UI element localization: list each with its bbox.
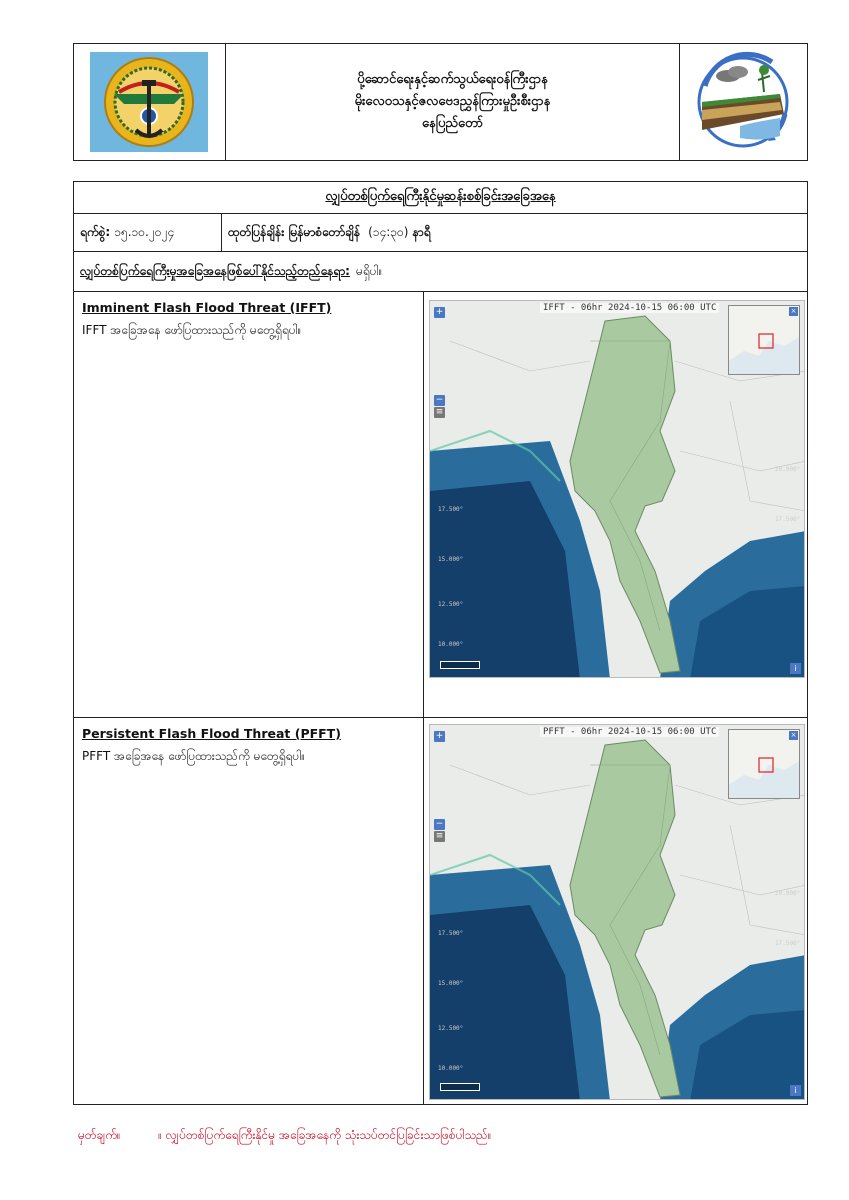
ifft-description: IFFT အခြေအနေ ဖော်ပြထားသည်ကို မတွေ့ရှိရပါ။ xyxy=(82,323,302,337)
right-logo-cell xyxy=(679,44,807,160)
scale-bar xyxy=(440,1083,480,1091)
pfft-map-title: PFFT - 06hr 2024-10-15 06:00 UTC xyxy=(540,727,719,737)
zoom-out-button[interactable]: − xyxy=(435,395,444,405)
pfft-description: PFFT အခြေအနေ ဖော်ပြထားသည်ကို မတွေ့ရှိရပါ။ xyxy=(82,749,305,763)
pfft-text-cell xyxy=(74,718,424,1104)
overview-map-icon xyxy=(729,306,800,375)
svg-text:15.000°: 15.000° xyxy=(438,980,464,987)
date-value: ၁၅.၁၀.၂၀၂၄ xyxy=(114,224,175,239)
pfft-map-cell xyxy=(424,718,807,1104)
pfft-map[interactable] xyxy=(429,724,805,1100)
layers-button[interactable]: ≡ xyxy=(435,831,444,841)
svg-text:17.500°: 17.500° xyxy=(775,516,801,523)
info-button[interactable]: i xyxy=(790,1085,801,1096)
ifft-overview-inset[interactable] xyxy=(728,305,800,375)
svg-text:12.500°: 12.500° xyxy=(438,601,464,608)
inset-close-button[interactable]: × xyxy=(790,731,797,739)
date-row xyxy=(74,214,807,252)
ifft-map-cell xyxy=(424,292,807,718)
threat-locations-row xyxy=(74,252,807,292)
threat-locations-value: မရှိပါ။ xyxy=(355,263,383,278)
ministry-emblem-icon xyxy=(74,44,224,160)
inset-close-button[interactable]: × xyxy=(790,307,797,315)
bulletin-title: လျှပ်တစ်ပြက်ရေကြီးနိုင်မှုဆန်းစစ်ခြင်းအခြေအနေ xyxy=(74,182,807,214)
footer-label: မှတ်ချက်။ xyxy=(78,1128,121,1142)
ministry-name: ပို့ဆောင်ရေးနှင့်ဆက်သွယ်ရေးဝန်ကြီးဌာန xyxy=(357,72,548,87)
pfft-overview-inset[interactable] xyxy=(728,729,800,799)
date-cell xyxy=(74,214,222,251)
issue-time: (၁၄:၃၀) xyxy=(368,224,409,239)
svg-text:20.000°: 20.000° xyxy=(775,466,801,473)
ifft-text-cell xyxy=(74,292,424,718)
threat-locations-label: လျှပ်တစ်ပြက်ရေကြီးမှုအခြေအနေဖြစ်ပေါ်နိုင်သည့်တည်နေရာ: xyxy=(80,263,350,278)
overview-map-icon xyxy=(729,730,800,799)
left-logo-cell xyxy=(74,44,226,160)
footer-text: ။ လျှပ်တစ်ပြက်ရေကြီးနိုင်မှု အခြေအနေကို သုံးသပ်တင်ပြခြင်းသာဖြစ်ပါသည်။ xyxy=(158,1128,492,1142)
letterhead-title xyxy=(226,44,679,160)
issue-suffix: နာရီ xyxy=(412,224,431,239)
issue-time-cell xyxy=(222,214,807,251)
pfft-title: Persistent Flash Flood Threat (PFFT) xyxy=(82,726,341,741)
svg-text:17.500°: 17.500° xyxy=(775,940,801,947)
ifft-title: Imminent Flash Flood Threat (IFFT) xyxy=(82,300,332,315)
zoom-out-button[interactable]: − xyxy=(435,819,444,829)
hydrological-cycle-icon xyxy=(680,44,806,160)
svg-text:20.000°: 20.000° xyxy=(775,890,801,897)
flash-flood-bulletin xyxy=(73,181,808,1105)
ifft-map[interactable] xyxy=(429,300,805,678)
svg-text:12.500°: 12.500° xyxy=(438,1025,464,1032)
ifft-map-title: IFFT - 06hr 2024-10-15 06:00 UTC xyxy=(540,303,719,313)
svg-text:17.500°: 17.500° xyxy=(438,506,464,513)
svg-text:15.000°: 15.000° xyxy=(438,556,464,563)
svg-text:17.500°: 17.500° xyxy=(438,930,464,937)
info-button[interactable]: i xyxy=(790,663,801,674)
letterhead xyxy=(73,43,808,161)
svg-text:10.000°: 10.000° xyxy=(438,641,464,648)
department-name: မိုးလေဝသနှင့်ဇလဗေဒညွှန်ကြားမှုဦးစီးဌာန xyxy=(354,94,551,109)
scale-bar xyxy=(440,661,480,669)
layers-button[interactable]: ≡ xyxy=(435,407,444,417)
issue-label: ထုတ်ပြန်ချိန်း မြန်မာစံတော်ချိန် xyxy=(228,224,361,239)
zoom-in-button[interactable]: + xyxy=(435,307,444,317)
zoom-in-button[interactable]: + xyxy=(435,731,444,741)
footer-note xyxy=(78,1127,491,1145)
date-label: ရက်စွဲ: xyxy=(80,224,111,239)
svg-text:10.000°: 10.000° xyxy=(438,1065,464,1072)
city-name: နေပြည်တော် xyxy=(421,116,483,131)
